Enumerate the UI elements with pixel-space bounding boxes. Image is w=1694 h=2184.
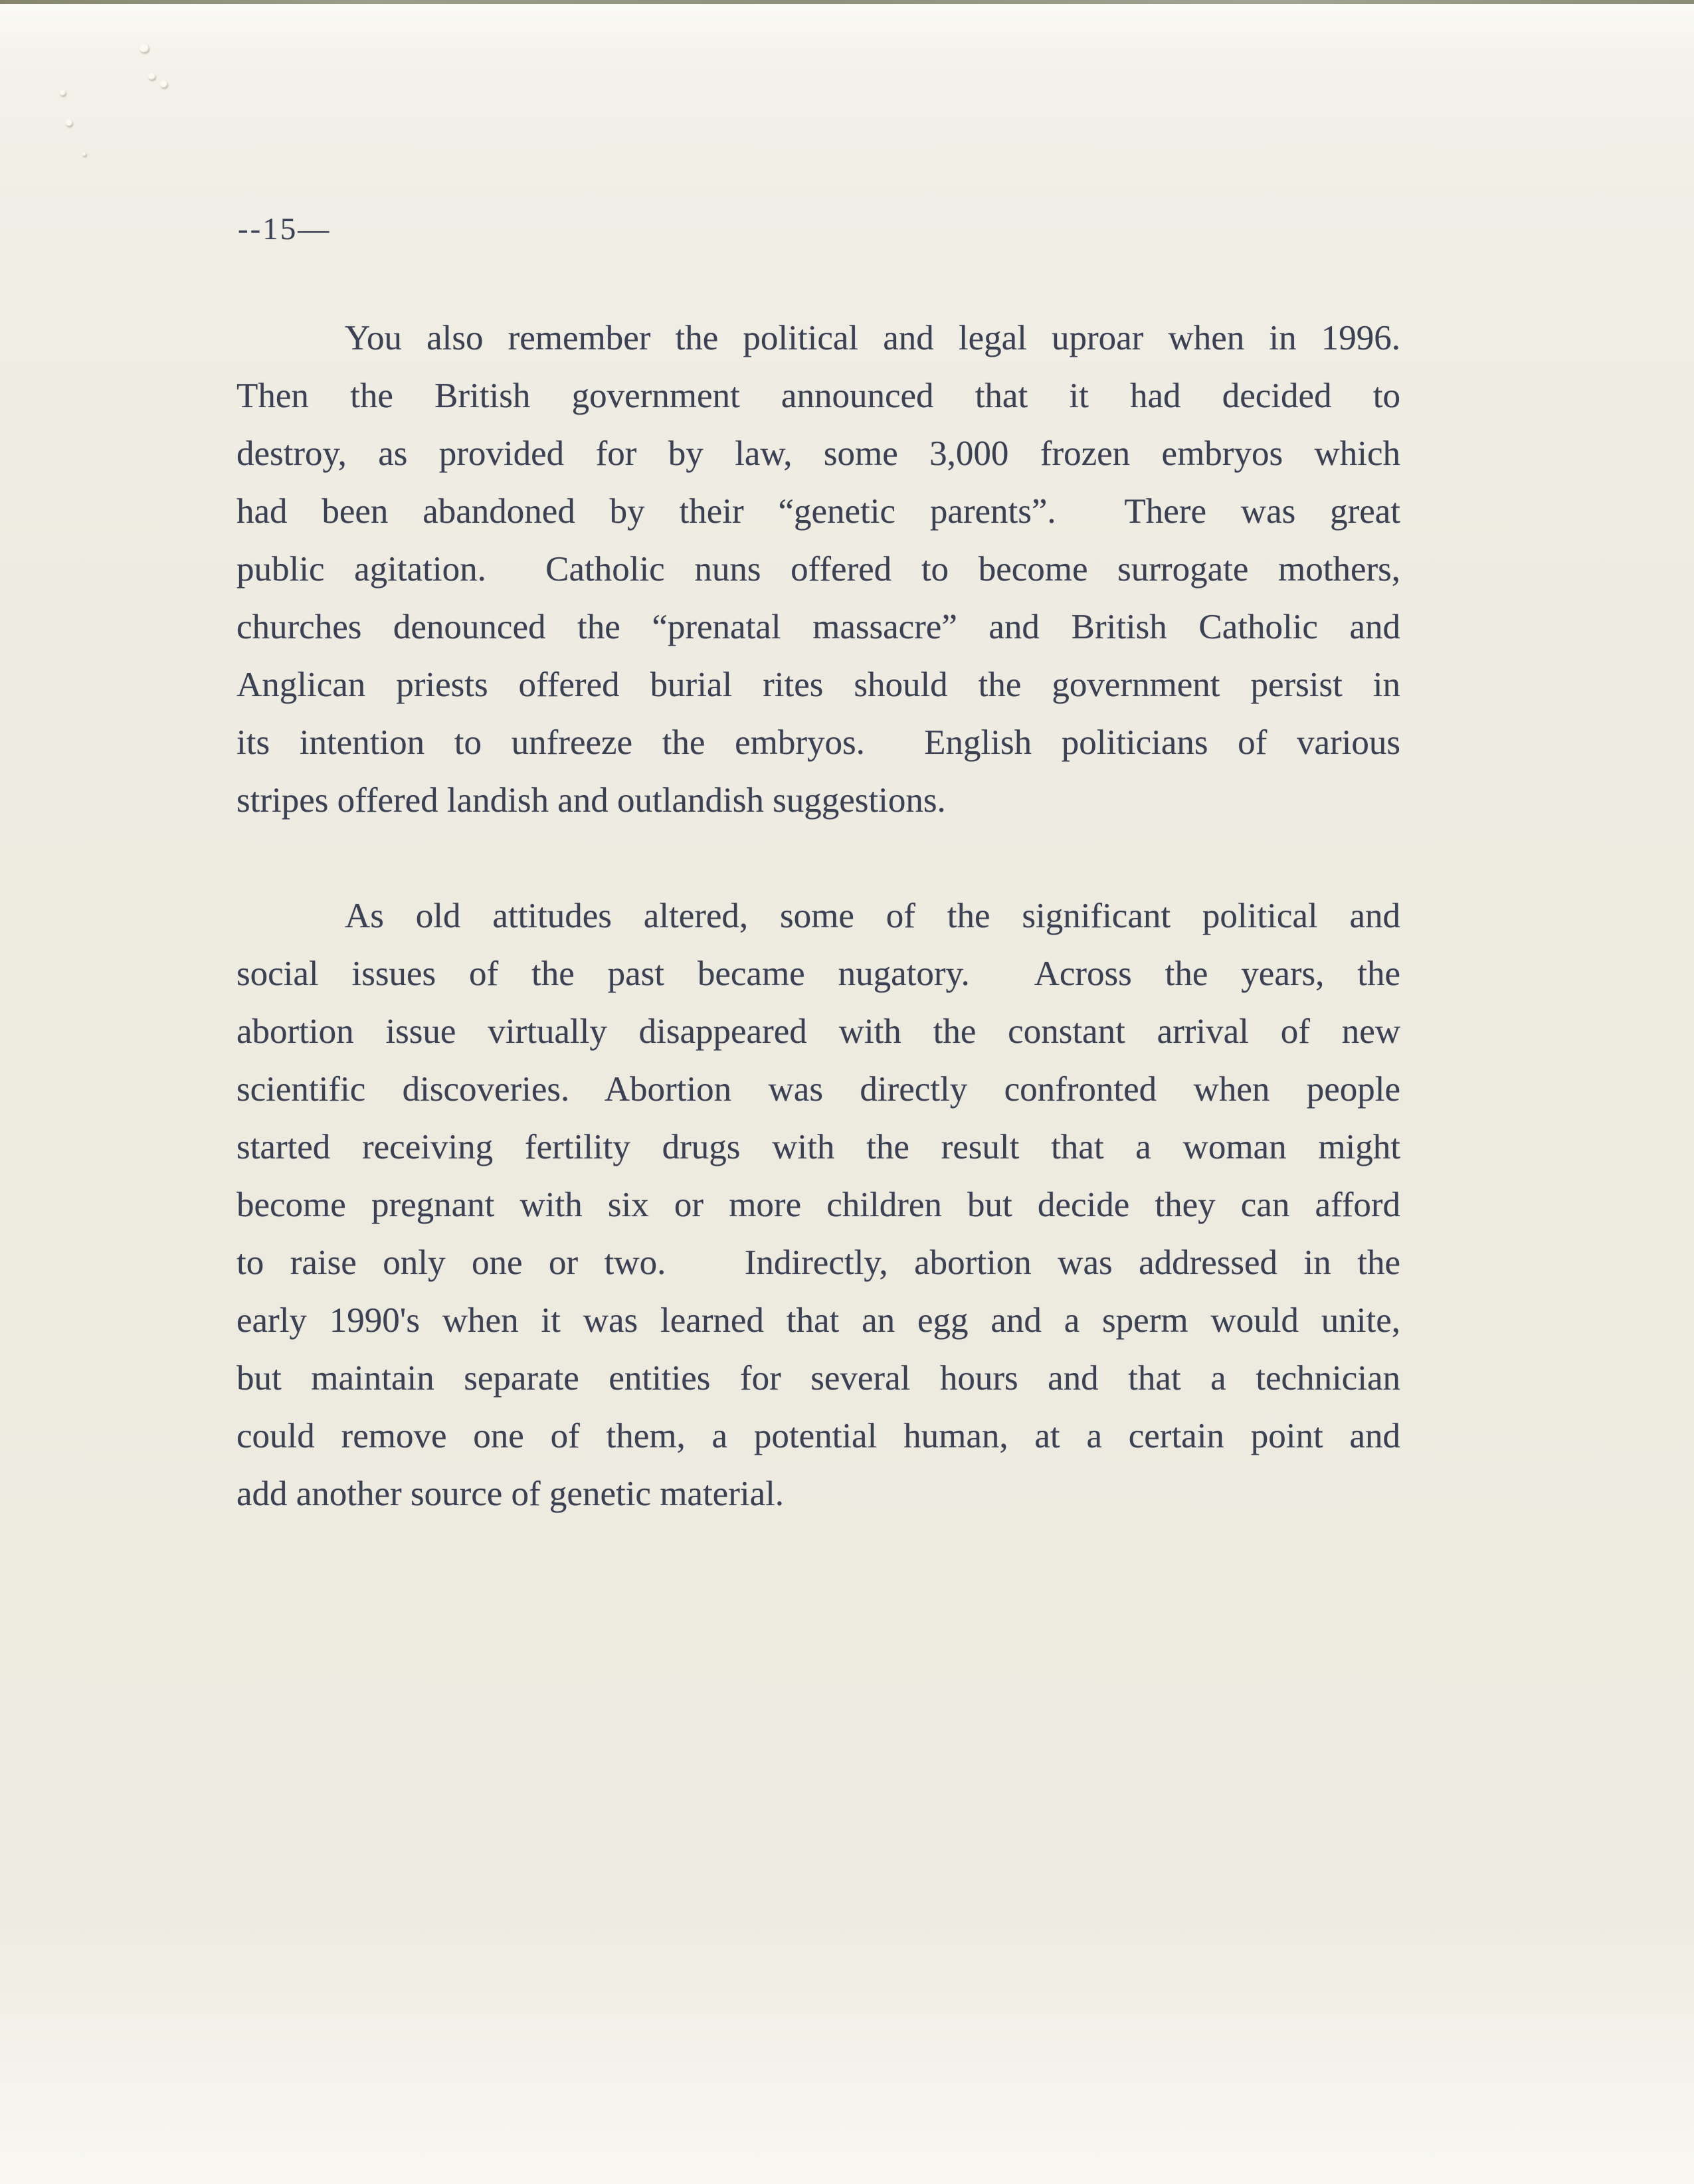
- paragraph: [236, 887, 1400, 1523]
- text-line: As old attitudes altered, some of the significant political and: [345, 897, 1400, 935]
- text-line: You also remember the political and legal uproar when in 1996.: [345, 319, 1400, 357]
- text-line: abortion issue virtually disappeared with the constant arrival of new: [236, 1012, 1400, 1051]
- text-line: Anglican priests offered burial rites should the government persist in: [236, 666, 1400, 704]
- page-number: --15—: [238, 212, 331, 246]
- scan-edge-glow: [0, 4, 1694, 44]
- paper-speck: [148, 73, 155, 80]
- paper-speck: [82, 152, 86, 156]
- text-line: could remove one of them, a potential human, at a certain point and: [236, 1417, 1400, 1455]
- text-line: public agitation. Catholic nuns offered to become surrogate mothers,: [236, 550, 1400, 589]
- text-line: add another source of genetic material.: [236, 1475, 785, 1513]
- paper-speck: [66, 120, 72, 126]
- text-line: its intention to unfreeze the embryos. English politicians of various: [236, 723, 1400, 762]
- text-line: churches denounced the “prenatal massacre” and British Catholic and: [236, 608, 1400, 646]
- paper-speck: [160, 80, 167, 88]
- page-body: [236, 310, 1400, 1523]
- text-line: social issues of the past became nugatory. Across the years, the: [236, 955, 1400, 993]
- text-line: had been abandoned by their “genetic parents”. There was great: [236, 492, 1400, 531]
- text-line: stripes offered landish and outlandish suggestions.: [236, 781, 946, 820]
- text-line: destroy, as provided for by law, some 3,000 frozen embryos which: [236, 434, 1400, 473]
- text-line: started receiving fertility drugs with the result that a woman might: [236, 1128, 1400, 1166]
- text-line: Then the British government announced that it had decided to: [236, 377, 1400, 415]
- text-line: scientific discoveries. Abortion was directly confronted when people: [236, 1070, 1400, 1109]
- text-line: to raise only one or two. Indirectly, abortion was addressed in the: [236, 1243, 1400, 1282]
- text-line: early 1990's when it was learned that an egg and a sperm would unite,: [236, 1301, 1400, 1340]
- text-line: become pregnant with six or more children but decide they can afford: [236, 1186, 1400, 1224]
- paper-speck: [140, 44, 149, 52]
- paper-speck: [60, 90, 66, 96]
- paragraph: [236, 310, 1400, 830]
- text-line: but maintain separate entities for several hours and that a technician: [236, 1359, 1400, 1398]
